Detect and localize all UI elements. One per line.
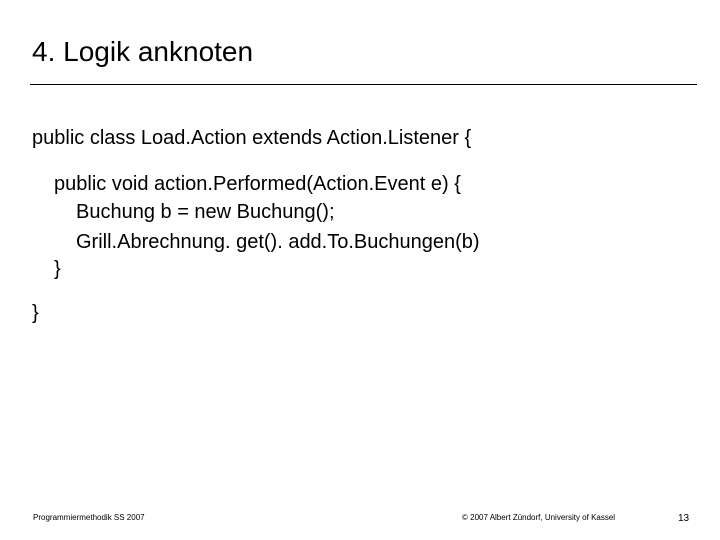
- footer-copyright: © 2007 Albert Zündorf, University of Kassel: [462, 513, 616, 522]
- slide-title: 4. Logik anknoten: [32, 36, 254, 67]
- code-line-add-to-buchungen: Grill.Abrechnung. get(). add.To.Buchungen(b): [76, 231, 480, 253]
- code-line-method-close-brace: }: [54, 258, 61, 280]
- footer-course: Programmiermethodik SS 2007: [33, 513, 145, 522]
- title-divider: [30, 84, 697, 85]
- code-line-new-buchung: Buchung b = new Buchung();: [76, 201, 335, 223]
- code-line-class-declaration: public class Load.Action extends Action.Listener {: [32, 127, 472, 149]
- code-line-class-close-brace: }: [32, 302, 39, 324]
- page-number: 13: [678, 513, 690, 524]
- code-line-method-declaration: public void action.Performed(Action.Event e) {: [54, 173, 461, 195]
